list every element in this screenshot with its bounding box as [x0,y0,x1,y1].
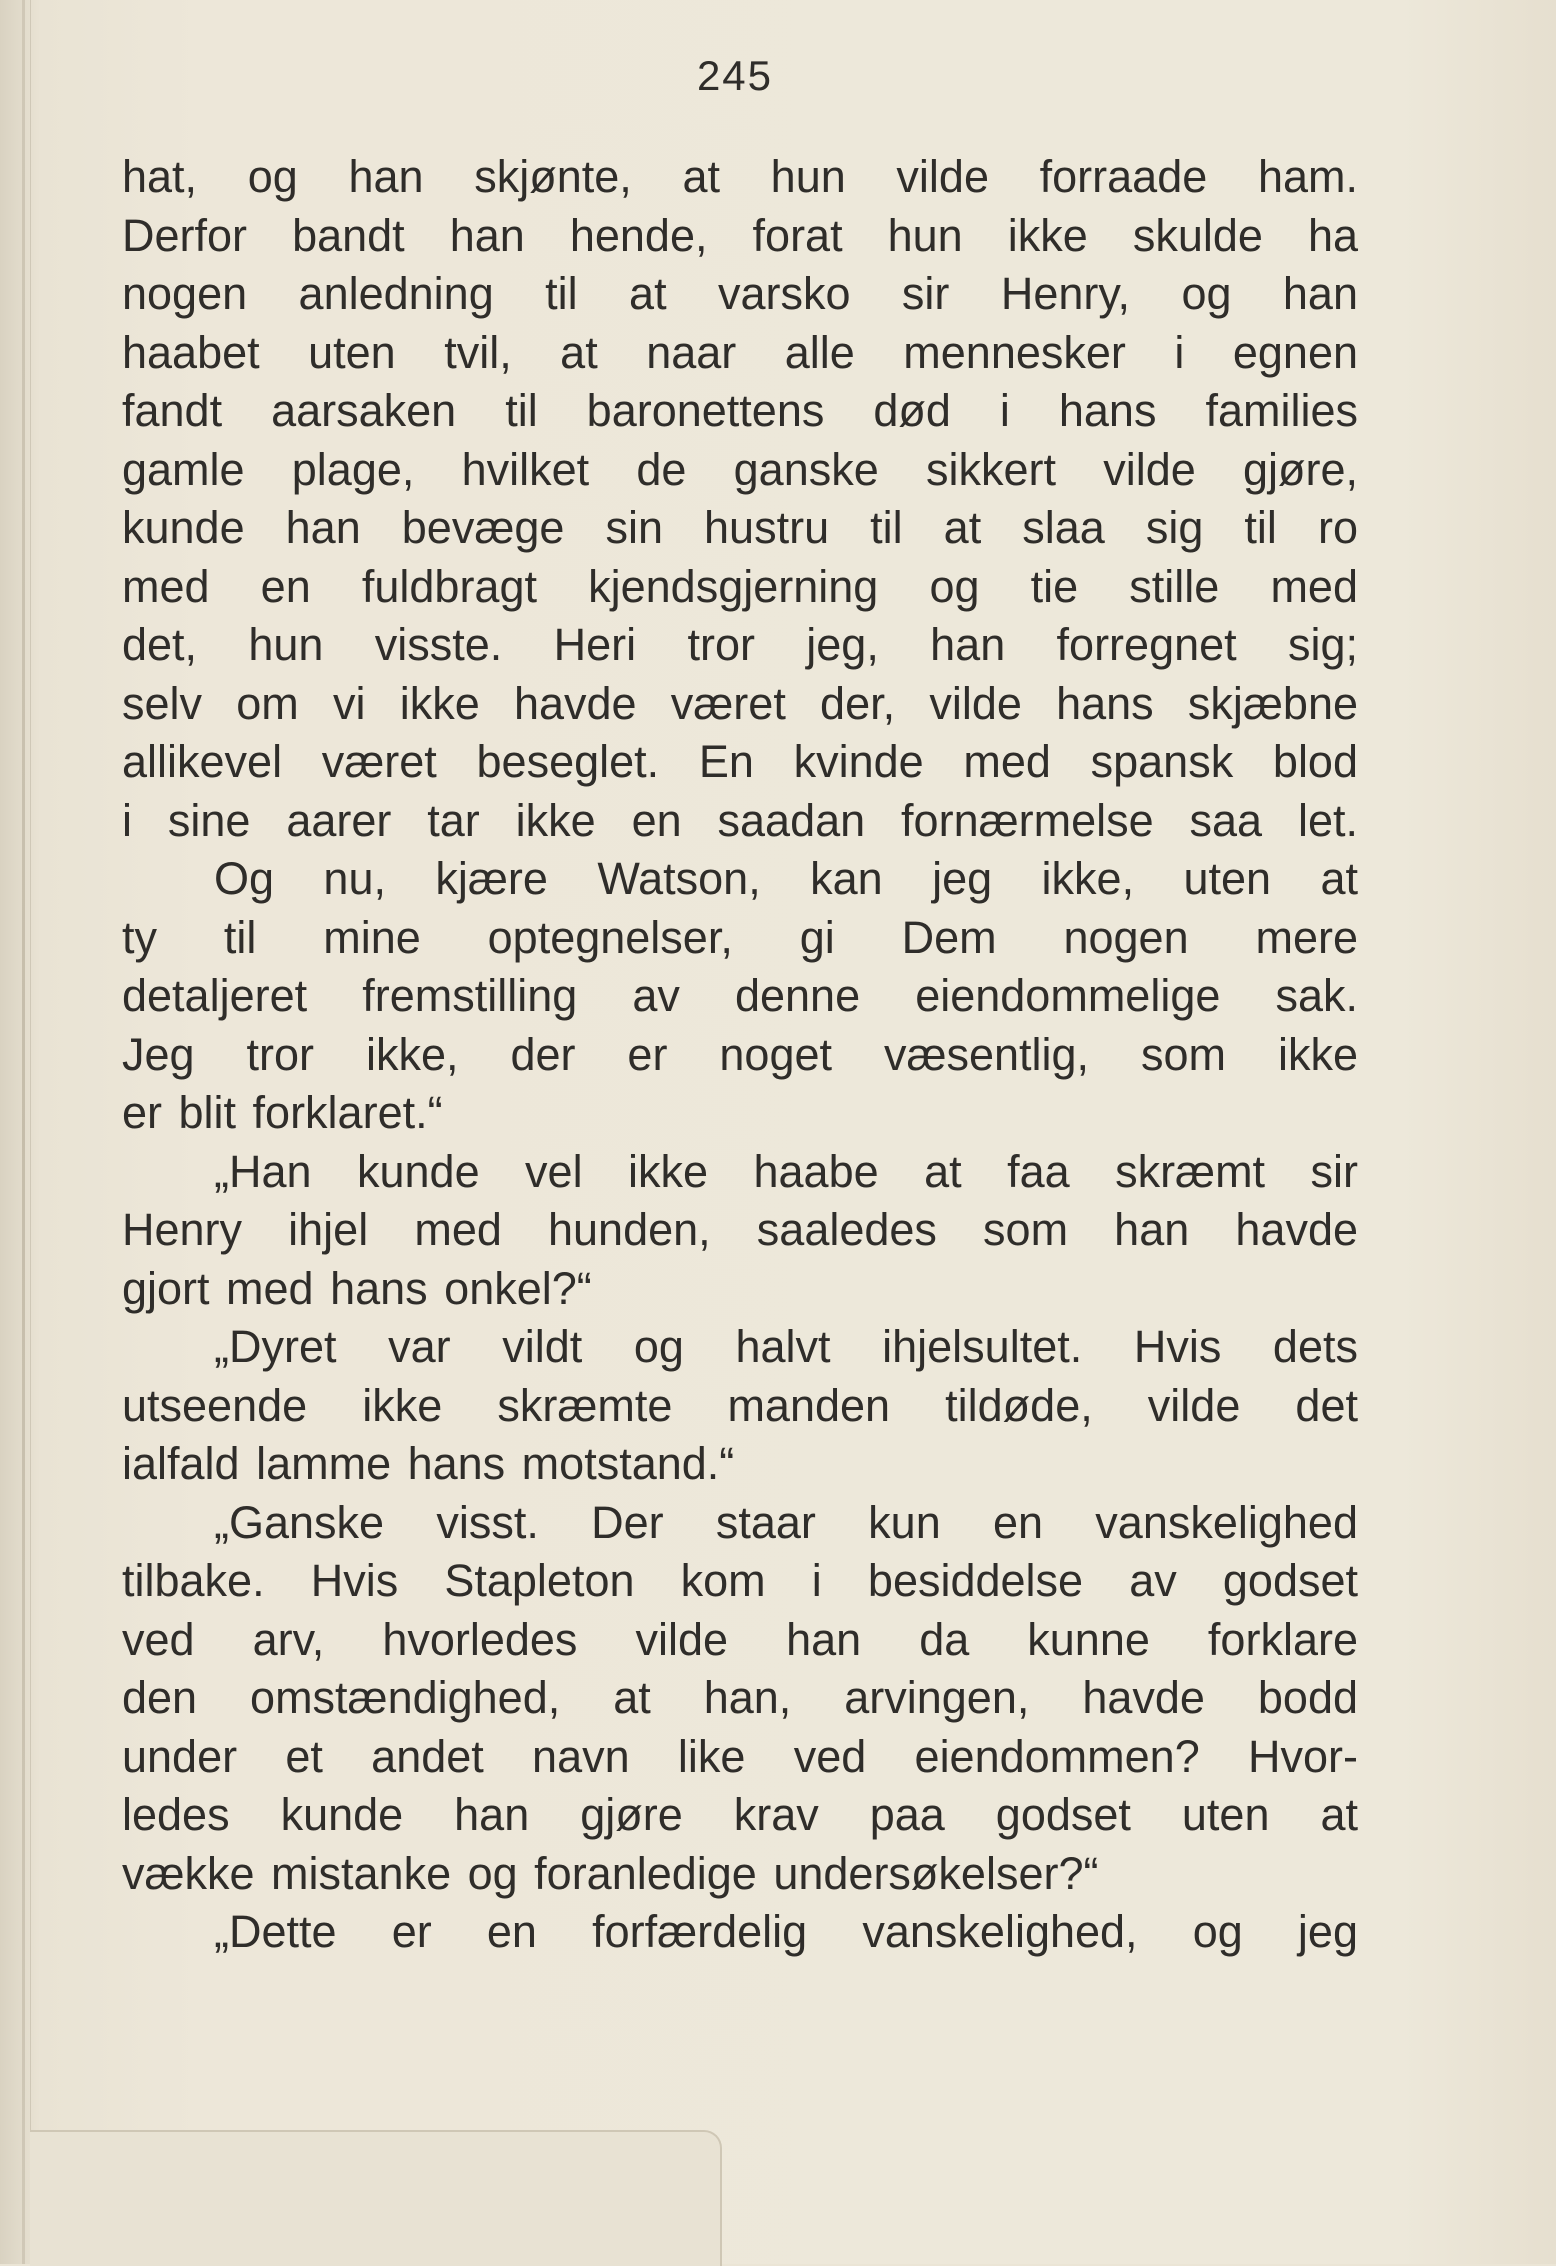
binding-edge [30,0,31,2264]
paragraph-start-line: „Ganske visst. Der staar kun en vanskelighed [214,1496,1358,1548]
text-line: ty til mine optegnelser, gi Dem nogen mere [122,911,1358,963]
paragraph-start-line: „Dyret var vildt og halvt ihjelsultet. Hvis dets [214,1321,1358,1372]
page-tab-stub [30,2130,722,2266]
text-line: allikevel været beseglet. En kvinde med spansk blod [122,736,1358,787]
paragraph-end-line: er blit forklaret.“ [122,1087,443,1138]
text-line: kunde han bevæge sin hustru til at slaa sig til ro [122,502,1358,553]
paragraph-end-line: i sine aarer tar ikke en saadan fornærmelse saa let. [122,794,1358,846]
paragraph-end-line: ialfald lamme hans motstand.“ [122,1438,735,1489]
text-line: ved arv, hvorledes vilde han da kunne forklare [122,1613,1358,1665]
binding-gutter [22,0,25,2264]
paragraph-end-line: gjort med hans onkel?“ [122,1262,592,1314]
text-line: det, hun visste. Heri tror jeg, han forregnet sig; [122,619,1358,670]
text-line: utseende ikke skræmte manden tildøde, vilde det [122,1379,1358,1431]
text-line: Derfor bandt han hende, forat hun ikke skulde ha [122,209,1358,261]
text-line: gamle plage, hvilket de ganske sikkert vilde gjøre, [122,443,1358,495]
text-line: under et andet navn like ved eiendommen? Hvor- [122,1730,1358,1782]
text-line: nogen anledning til at varsko sir Henry, og han [122,268,1358,319]
text-line: haabet uten tvil, at naar alle mennesker i egnen [122,326,1358,378]
paragraph-start-line: Og nu, kjære Watson, kan jeg ikke, uten at [214,853,1358,904]
paragraph-start-line: „Han kunde vel ikke haabe at faa skræmt sir [214,1145,1358,1197]
paragraph-end-line: vække mistanke og foranledige undersøkelser?“ [122,1847,1099,1899]
text-line: ledes kunde han gjøre krav paa godset uten at [122,1789,1358,1840]
text-line: Henry ihjel med hunden, saaledes som han havde [122,1204,1358,1255]
page-number: 245 [696,52,774,99]
body-text [122,148,1358,1962]
text-line: tilbake. Hvis Stapleton kom i besiddelse av godset [122,1555,1358,1606]
text-line: med en fuldbragt kjendsgjerning og tie stille med [122,560,1358,612]
text-line: fandt aarsaken til baronettens død i hans families [122,385,1358,436]
text-line: detaljeret fremstilling av denne eiendommelige sak. [122,970,1358,1021]
text-line: hat, og han skjønte, at hun vilde forraade ham. [122,151,1358,202]
text-line: selv om vi ikke havde været der, vilde hans skjæbne [122,677,1358,729]
text-line: den omstændighed, at han, arvingen, havde bodd [122,1672,1358,1723]
paragraph-start-line: „Dette er en forfærdelig vanskelighed, og jeg [214,1906,1358,1957]
text-line: Jeg tror ikke, der er noget væsentlig, som ikke [122,1028,1358,1080]
